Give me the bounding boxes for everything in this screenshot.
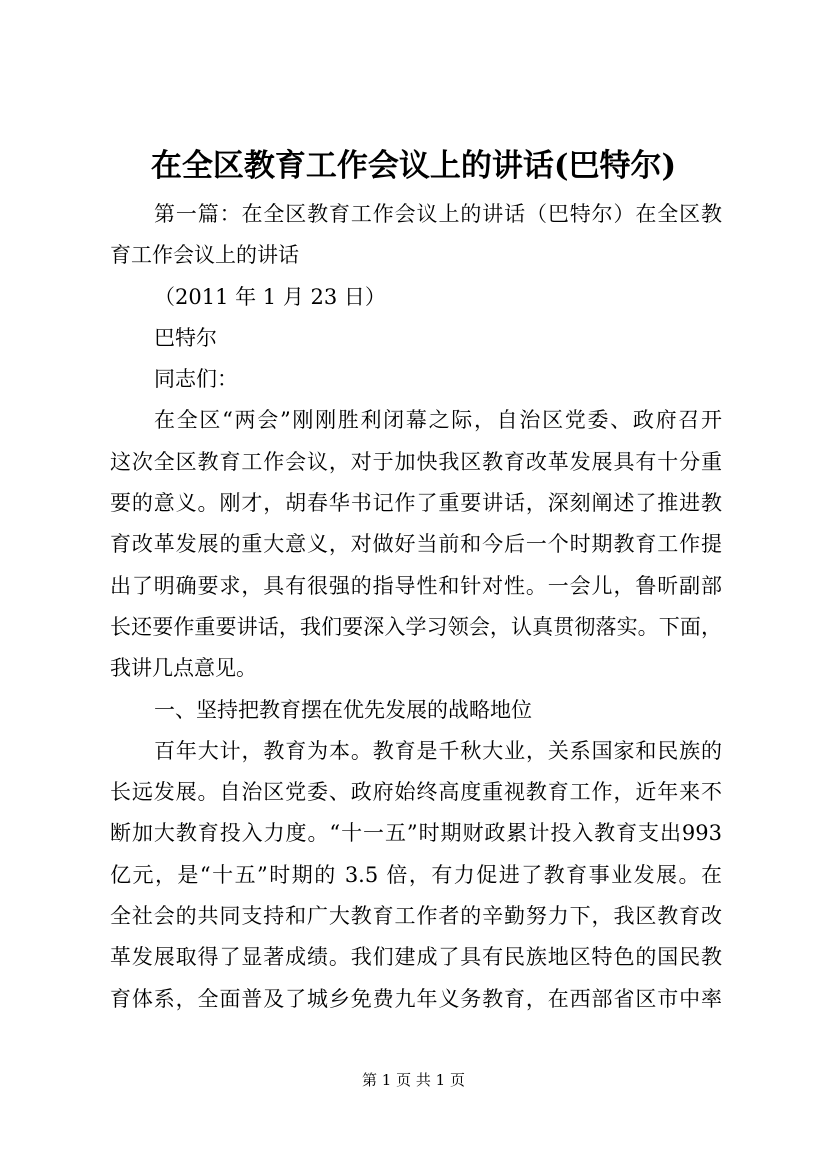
paragraph-line: 革发展取得了显著成绩。我们建成了具有民族地区特色的国民教 — [110, 945, 722, 970]
paragraph-line: 百年大计，教育为本。教育是千秋大业，关系国家和民族的 — [154, 738, 722, 763]
paragraph-line: 育工作会议上的讲话 — [110, 243, 299, 268]
salutation-line: 同志们： — [154, 367, 238, 392]
paragraph-line: 要的意义。刚才，胡春华书记作了重要讲话，深刻阐述了推进教 — [110, 491, 722, 516]
paragraph-line: 长远发展。自治区党委、政府始终高度重视教育工作，近年来不 — [110, 780, 722, 805]
document-title: 在全区教育工作会议上的讲话(巴特尔) — [150, 148, 677, 184]
page-number-footer: 第 1 页 共 1 页 — [362, 1071, 465, 1089]
paragraph-line: 亿元，是“十五”时期的 3.5 倍，有力促进了教育事业发展。在 — [110, 862, 722, 887]
document-body — [110, 194, 722, 1020]
paragraph-line: 断加大教育投入力度。“十一五”时期财政累计投入教育支出993 — [110, 821, 722, 846]
paragraph-line: 出了明确要求，具有很强的指导性和针对性。一会儿，鲁昕副部 — [110, 573, 722, 598]
speaker-line: 巴特尔 — [154, 325, 217, 350]
paragraph-line: 育体系，全面普及了城乡免费九年义务教育，在西部省区市中率 — [110, 986, 722, 1011]
section-heading: 一、坚持把教育摆在优先发展的战略地位 — [154, 697, 532, 722]
date-line: （2011 年 1 月 23 日） — [154, 284, 386, 309]
paragraph-line: 这次全区教育工作会议，对于加快我区教育改革发展具有十分重 — [110, 449, 722, 474]
paragraph-line: 长还要作重要讲话，我们要深入学习领会，认真贯彻落实。下面， — [110, 614, 722, 639]
paragraph-line: 全社会的共同支持和广大教育工作者的辛勤努力下，我区教育改 — [110, 904, 722, 929]
paragraph-line: 在全区“两会”刚刚胜利闭幕之际，自治区党委、政府召开 — [154, 408, 722, 433]
paragraph-line: 第一篇：在全区教育工作会议上的讲话（巴特尔）在全区教 — [154, 202, 722, 226]
paragraph-line: 育改革发展的重大意义，对做好当前和今后一个时期教育工作提 — [110, 532, 722, 557]
paragraph-line: 我讲几点意见。 — [110, 656, 257, 681]
